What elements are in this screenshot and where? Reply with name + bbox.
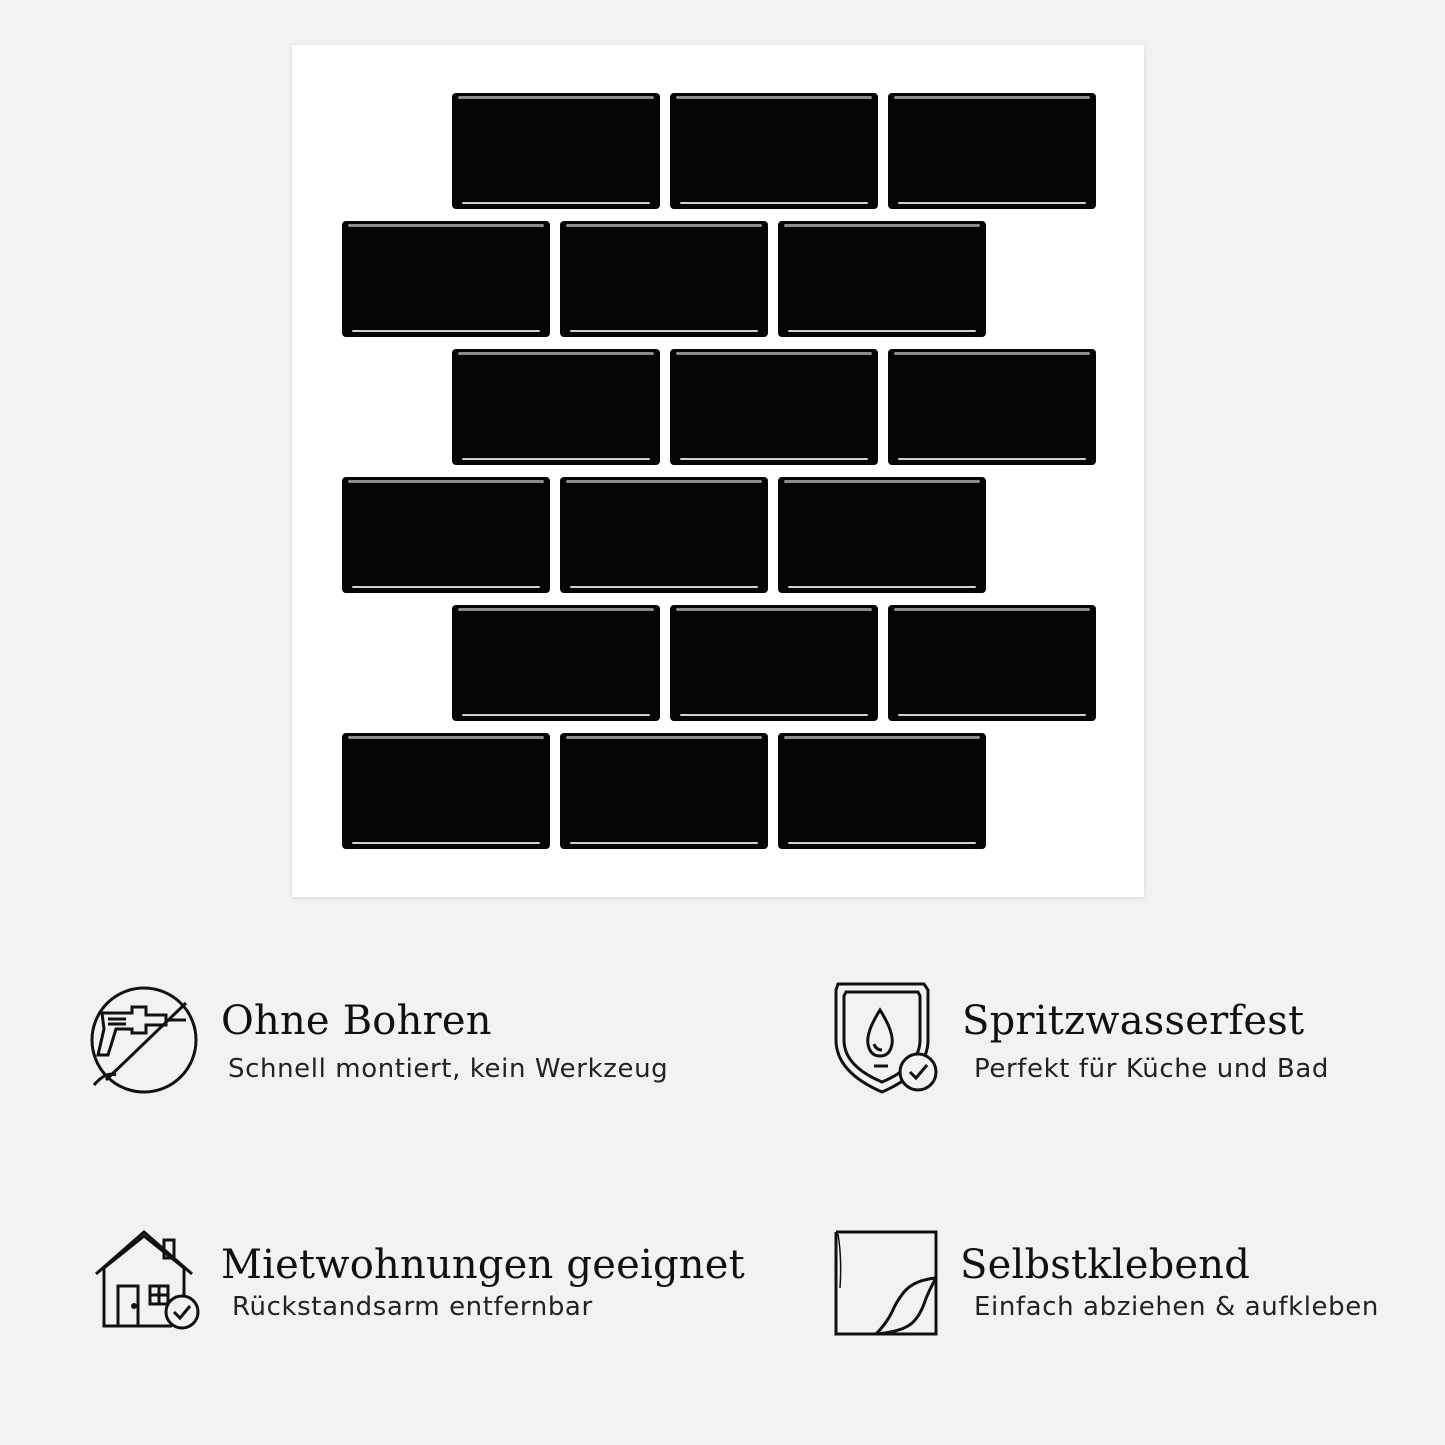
- tile-highlight-bottom: [788, 842, 976, 844]
- tile-highlight-top: [676, 352, 872, 355]
- tile-highlight-top: [566, 480, 762, 483]
- tile-highlight-top: [894, 352, 1090, 355]
- feature-title: Mietwohnungen geeignet: [221, 1242, 745, 1288]
- product-image: [292, 45, 1144, 897]
- tile-highlight-top: [348, 224, 544, 227]
- tile-highlight-bottom: [352, 586, 540, 588]
- tile-highlight-top: [566, 224, 762, 227]
- tile-highlight-top: [676, 96, 872, 99]
- subway-tile: [778, 477, 986, 593]
- tile-highlight-bottom: [898, 202, 1086, 204]
- self-adhesive-peel-icon: [830, 1228, 942, 1338]
- subway-tile: [452, 349, 660, 465]
- tile-highlight-top: [458, 96, 654, 99]
- subway-tile: [670, 349, 878, 465]
- feature-subtitle: Schnell montiert, kein Werkzeug: [228, 1054, 669, 1084]
- tile-highlight-bottom: [898, 714, 1086, 716]
- tile-highlight-bottom: [462, 202, 650, 204]
- subway-tile: [342, 733, 550, 849]
- tile-highlight-bottom: [462, 714, 650, 716]
- subway-tile: [670, 93, 878, 209]
- tile-highlight-top: [348, 736, 544, 739]
- subway-tile: [342, 221, 550, 337]
- subway-tile: [778, 733, 986, 849]
- tile-highlight-top: [894, 608, 1090, 611]
- tile-highlight-bottom: [680, 714, 868, 716]
- subway-tile: [888, 93, 1096, 209]
- tile-highlight-bottom: [898, 458, 1086, 460]
- tile-highlight-top: [784, 480, 980, 483]
- subway-tile: [670, 605, 878, 721]
- tile-highlight-top: [784, 224, 980, 227]
- subway-tile: [342, 477, 550, 593]
- tile-highlight-bottom: [570, 842, 758, 844]
- subway-tile: [452, 93, 660, 209]
- feature-subtitle: Perfekt für Küche und Bad: [974, 1054, 1329, 1084]
- tile-highlight-bottom: [788, 330, 976, 332]
- subway-tile-sheet: [292, 45, 1144, 897]
- tile-highlight-top: [566, 736, 762, 739]
- tile-highlight-bottom: [352, 330, 540, 332]
- subway-tile: [888, 605, 1096, 721]
- tile-highlight-top: [894, 96, 1090, 99]
- no-drill-icon: [86, 985, 206, 1095]
- tile-highlight-bottom: [352, 842, 540, 844]
- subway-tile: [778, 221, 986, 337]
- subway-tile: [452, 605, 660, 721]
- tile-highlight-bottom: [462, 458, 650, 460]
- tile-highlight-bottom: [680, 458, 868, 460]
- tile-highlight-top: [458, 352, 654, 355]
- rental-home-icon: [92, 1228, 204, 1332]
- tile-highlight-top: [348, 480, 544, 483]
- subway-tile: [560, 733, 768, 849]
- tile-highlight-bottom: [570, 330, 758, 332]
- feature-subtitle: Rückstandsarm entfernbar: [232, 1292, 593, 1322]
- subway-tile: [888, 349, 1096, 465]
- feature-title: Ohne Bohren: [221, 998, 492, 1044]
- water-resistant-shield-icon: [828, 980, 943, 1098]
- subway-tile: [560, 477, 768, 593]
- tile-highlight-top: [458, 608, 654, 611]
- tile-highlight-bottom: [788, 586, 976, 588]
- tile-highlight-top: [784, 736, 980, 739]
- feature-title: Spritzwasserfest: [962, 998, 1305, 1044]
- tile-highlight-top: [676, 608, 872, 611]
- subway-tile: [560, 221, 768, 337]
- tile-highlight-bottom: [680, 202, 868, 204]
- feature-title: Selbstklebend: [960, 1242, 1251, 1288]
- feature-subtitle: Einfach abziehen & aufkleben: [974, 1292, 1379, 1322]
- tile-highlight-bottom: [570, 586, 758, 588]
